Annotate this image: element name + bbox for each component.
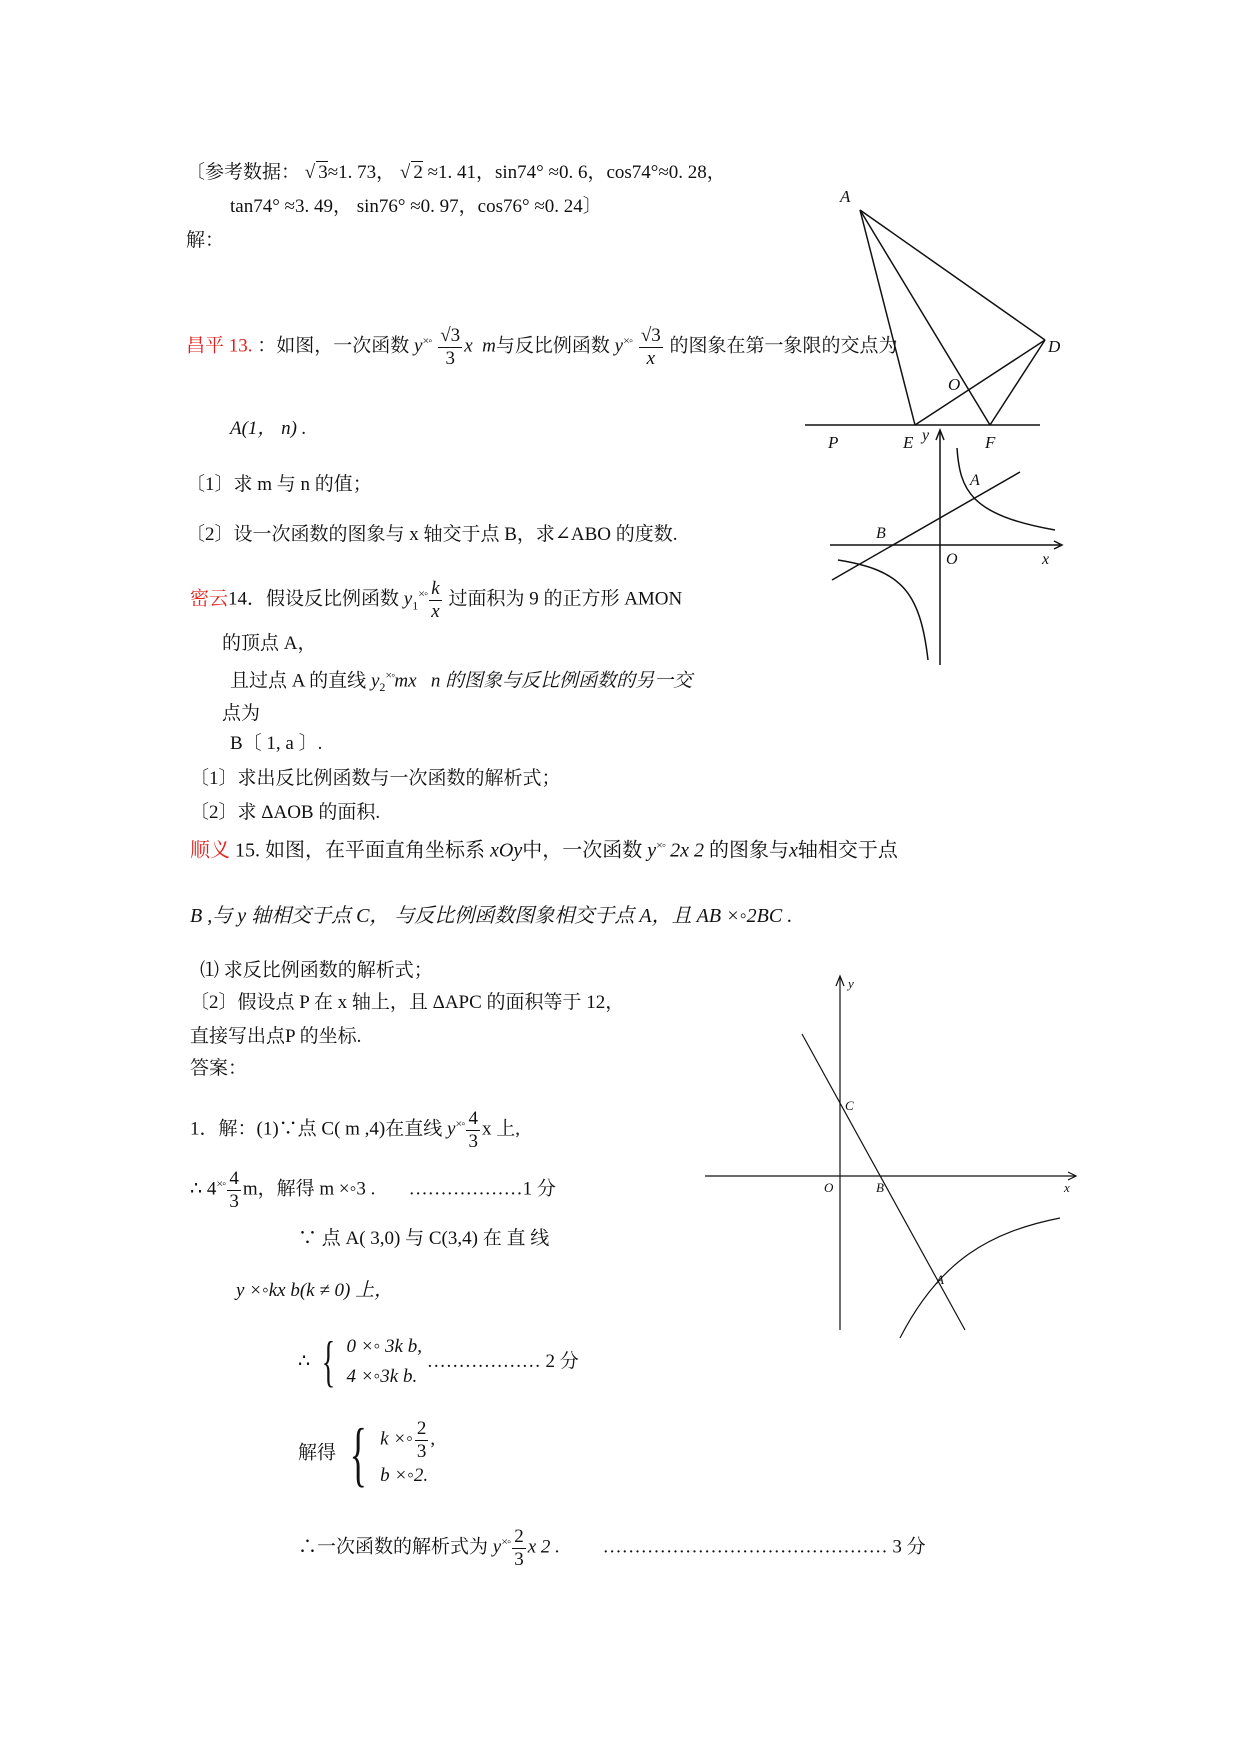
problem14-line2: 的顶点 A， (222, 633, 317, 654)
label-x: x (1064, 1180, 1070, 1195)
fraction-sqrt3-over-3 (438, 325, 462, 370)
sqrt2: 2 (413, 162, 423, 183)
var-y: y (614, 335, 624, 357)
problem14-line3 (230, 668, 692, 695)
fraction-4-over-3 (466, 1108, 480, 1153)
hyperbola-branch (900, 1218, 1060, 1338)
hyperbola-figure (820, 420, 1070, 670)
step7-text: ∴一次函数的解析式为 (298, 1536, 489, 1558)
var-y: y (492, 1536, 502, 1558)
solve-label: 解： (186, 230, 225, 251)
problem14-line3-rest: n 的图象与反比例函数的另一交 (430, 670, 693, 692)
problem13-point-a: A(1， n) . (230, 418, 307, 439)
step1-text: 1．解：(1)∵点 C( m ,4)在直线 (190, 1118, 443, 1140)
label-a: A (840, 187, 851, 206)
problem15-text-d: 轴相交于点 (797, 839, 898, 862)
label-c: C (845, 1098, 854, 1113)
reference-data-line1: 〔参考数据： √ 3≈1. 73， √ 2 ≈1. 41，sin74° ≈0. 6，cos74°≈0. 28， (186, 162, 726, 183)
frac-num: 2 (514, 1526, 524, 1547)
problem15-q2: 〔2〕假设点 P 在 x 轴上，且 ΔAPC 的面积等于 12， (190, 992, 625, 1013)
ref-sqrt3-value: ≈1. 73， (327, 162, 396, 183)
xoy: xOy (490, 839, 523, 862)
eq-rest: 2x 2 (670, 839, 705, 862)
step2-text: ∴ 4 (190, 1178, 217, 1200)
label-a: A (970, 472, 980, 489)
problem15-line2: B ,与 y 轴相交于点 C， 与反比例函数图象相交于点 A，且 AB ×◦2BC . (190, 905, 793, 927)
var-x: x (464, 335, 473, 357)
fraction-2-over-3 (512, 1526, 526, 1571)
problem14-text: 14．假设反比例函数 (228, 588, 400, 610)
problem14-line3-text: 且过点 A 的直线 (230, 670, 367, 692)
var-y2: y (370, 670, 380, 692)
problem14-statement (190, 578, 682, 623)
label-y: y (922, 427, 930, 444)
fraction-sqrt3-over-x (639, 325, 663, 370)
var-y: y (414, 335, 423, 357)
frac-den: x (431, 600, 440, 622)
step2-text-b: m，解得 m ×◦3 . (242, 1178, 376, 1200)
eq-glyph: ×◦ (418, 586, 428, 601)
fraction-2-over-3 (415, 1418, 429, 1463)
frac-den: 3 (514, 1548, 524, 1570)
label-f: F (985, 433, 996, 450)
step2-score: ………………1 分 (408, 1178, 556, 1200)
frac-num: √3 (640, 325, 661, 346)
solution-step6 (298, 1414, 436, 1494)
label-d: D (1048, 337, 1061, 356)
problem15-q2b: 直接写出点P 的坐标. (190, 1026, 362, 1047)
solve-result-label: 解得 (298, 1442, 337, 1464)
label-o: O (946, 551, 958, 568)
label-e: E (903, 433, 914, 450)
term-mx: mx (394, 670, 417, 692)
frac-num: 4 (229, 1168, 239, 1189)
result-line2: b ×◦2. (380, 1465, 429, 1487)
answer-label: 答案： (190, 1058, 248, 1079)
eq-glyph: ×◦ (216, 1176, 226, 1191)
fraction-k-over-x (429, 578, 441, 623)
problem13-text: ：如图，一次函数 (257, 335, 410, 357)
equation-system (346, 1332, 422, 1393)
system-line2: 4 ×◦3k b. (346, 1366, 418, 1388)
comma: , (430, 1429, 436, 1451)
label-x: x (1042, 551, 1050, 568)
coordinate-figure (700, 970, 1080, 1350)
reference-data-line2: tan74° ≈3. 49， sin76° ≈0. 97，cos76° ≈0. 24〕 (230, 196, 602, 217)
step7-score: ……………………………………… 3 分 (602, 1536, 926, 1558)
eq-glyph: ×◦ (455, 1116, 465, 1131)
problem14-q2: 〔2〕求 ΔAOB 的面积. (190, 802, 381, 823)
frac-num: 2 (416, 1418, 427, 1440)
hyperbola-branch-2 (838, 560, 928, 660)
label-b: B (876, 525, 886, 542)
result-k: k ×◦ (380, 1429, 413, 1451)
frac-num: √3 (440, 325, 461, 346)
problem15-text-c: 的图象与 (709, 839, 790, 862)
label-p: P (828, 433, 839, 450)
problem13-text-b: 与反比例函数 (495, 335, 610, 357)
step5-score: ……………… 2 分 (426, 1350, 579, 1372)
eq-glyph: ×◦ (656, 838, 666, 852)
eq-glyph: ×◦ (501, 1534, 511, 1549)
frac-den: 3 (229, 1190, 239, 1212)
result-system (380, 1418, 435, 1489)
left-brace: { (321, 1331, 336, 1394)
step7-expr: x 2 . (527, 1536, 560, 1558)
ref-label: 〔参考数据： (186, 162, 301, 183)
problem14-line4: 点为 (222, 703, 261, 724)
segment-af (860, 210, 990, 425)
result-line1 (380, 1418, 435, 1463)
eq-glyph: ×◦ (623, 333, 633, 348)
var-m: m (482, 335, 496, 357)
problem13-statement (186, 325, 898, 370)
var-y1: y (403, 588, 413, 610)
problem15-q1: ⑴ 求反比例函数的解析式； (200, 960, 433, 981)
solution-step3: ∵ 点 A( 3,0) 与 C(3,4) 在 直 线 (298, 1228, 550, 1249)
frac-num: k (431, 578, 440, 599)
solution-step7 (298, 1526, 926, 1571)
var-x: x (789, 839, 798, 862)
problem13-q1: 〔1〕求 m 与 n 的值； (186, 474, 372, 495)
problem13-text-c: 的图象在第一象限的交点为 (669, 335, 898, 357)
var-y: y (647, 839, 657, 862)
frac-den: 3 (416, 1441, 427, 1463)
frac-den: 3 (445, 347, 455, 369)
eq-glyph: ×◦ (385, 668, 395, 682)
problem14-line5: B〔 1, a 〕. (230, 733, 323, 754)
frac-den: x (646, 347, 656, 369)
solution-step2 (190, 1168, 556, 1213)
problem14-text-b: 过面积为 9 的正方形 AMON (448, 588, 683, 610)
system-line1: 0 ×◦ 3k b, (346, 1336, 422, 1357)
problem15-statement (190, 838, 898, 863)
therefore-sign: ∴ (298, 1350, 311, 1372)
left-brace: { (349, 1414, 367, 1494)
frac-num: 4 (468, 1108, 478, 1129)
problem13-tag: 昌平 13. (186, 335, 253, 357)
problem15-text-b: 中，一次函数 (522, 839, 643, 862)
label-b: B (876, 1180, 884, 1195)
problem14-q1: 〔1〕求出反比例函数与一次函数的解析式； (190, 768, 561, 789)
step1-end: x 上, (481, 1118, 520, 1140)
label-o: O (948, 375, 961, 394)
hyperbola-branch-1 (957, 448, 1055, 530)
sqrt3: 3 (318, 162, 328, 183)
label-a: A (936, 1272, 944, 1287)
solution-step4: y ×◦kx b(k ≠ 0) 上， (236, 1280, 394, 1301)
label-y: y (848, 976, 854, 991)
problem14-tag: 密云 (190, 588, 229, 610)
geometry-figure (800, 180, 1080, 450)
frac-den: 3 (468, 1130, 478, 1152)
ref-trig-values: ≈1. 41，sin74° ≈0. 6，cos74°≈0. 28， (427, 162, 726, 183)
label-o: O (824, 1180, 834, 1195)
eq-glyph: ×◦ (422, 333, 432, 348)
problem15-tag: 顺义 (190, 839, 230, 862)
solution-step5 (298, 1332, 579, 1393)
sub-2: 2 (379, 680, 386, 695)
sub-1: 1 (412, 598, 419, 613)
var-y: y (447, 1118, 456, 1140)
solution-step1 (190, 1108, 520, 1153)
problem13-q2: 〔2〕设一次函数的图象与 x 轴交于点 B，求∠ABO 的度数. (186, 524, 678, 545)
problem15-text: 15. 如图，在平面直角坐标系 (235, 839, 485, 862)
fraction-4-over-3 (227, 1168, 241, 1213)
segment-ed (915, 340, 1045, 425)
segment-fd (990, 340, 1045, 425)
